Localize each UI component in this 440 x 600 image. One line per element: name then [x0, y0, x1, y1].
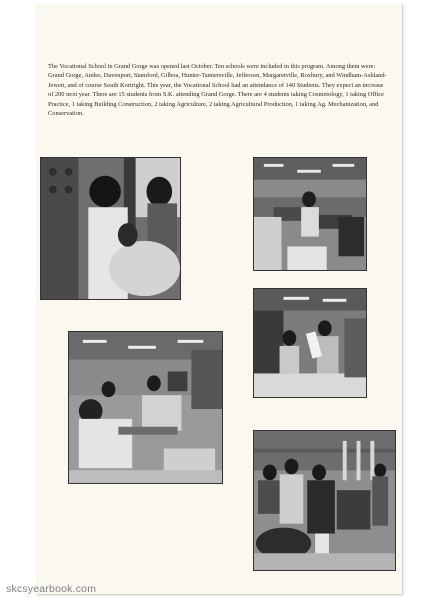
watermark: skcsyearbook.com: [6, 583, 97, 595]
photo-cosmetology: [40, 157, 181, 300]
photo-ag-mechanization: [253, 430, 396, 571]
photo-agriculture-classroom: [68, 331, 223, 484]
photo-office-practice: [253, 157, 367, 271]
photo-building-construction: [253, 288, 367, 398]
article-paragraph: The Vocational School in Grand Gorge was opened last October. Ten schools were included in this program. Among them were: Grand Gorge, Andes, Davenport, Stamford, Gilboa, Hunter-Tannersville, Jefferson, Margaretville, Roxbury, and Windham-Ashland-Jewett, and of course South Kortright. This year, the Vocational School had an attendance of 140 Students. They expect an increase of 200 next year. There are 15 students from S.K. attending Grand Gorge. There are 4 students taking Cosmetology, 1 taking Office Practice, 1 taking Building Construction, 2 taking Agriculture, 2 taking Agricultural Production, 1 taking Ag. Mechanization, and Conservation.: [48, 63, 387, 118]
